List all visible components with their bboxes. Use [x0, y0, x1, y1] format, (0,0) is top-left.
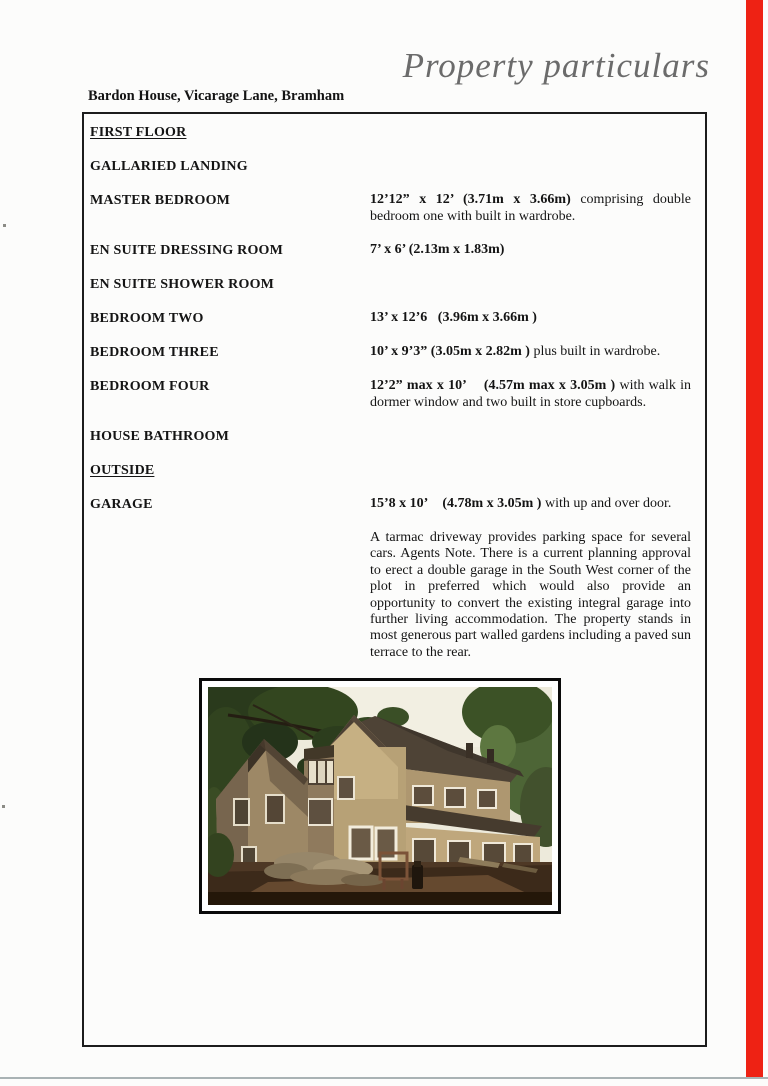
room-row — [90, 496, 691, 513]
room-measurement: 12’2” max x 10’ (4.57m max x 3.05m ) — [370, 378, 616, 393]
property-address: Bardon House, Vicarage Lane, Bramham — [88, 88, 345, 104]
page-bottom-edge — [0, 1077, 768, 1079]
room-measurement: 15’8 x 10’ (4.78m x 3.05m ) — [370, 496, 542, 511]
room-name: HOUSE BATHROOM — [90, 429, 230, 444]
room-name: BEDROOM TWO — [90, 311, 204, 326]
agents-note-row — [90, 530, 691, 661]
house-photo-frame — [199, 678, 561, 914]
room-row — [90, 344, 691, 361]
room-measurement: 12’12” x 12’ (3.71m x 3.66m) — [370, 192, 571, 207]
room-row — [90, 276, 691, 293]
room-row — [90, 310, 691, 327]
particulars-box — [82, 112, 707, 1047]
room-details — [370, 192, 691, 225]
room-row — [90, 428, 691, 445]
room-row — [90, 378, 691, 411]
room-name: EN SUITE DRESSING ROOM — [90, 243, 284, 258]
binder-stripe — [746, 0, 763, 1078]
room-description: comprising double bedroom one with built in wardrobe. — [370, 192, 692, 224]
room-details — [370, 242, 691, 259]
room-measurement: 7’ x 6’ (2.13m x 1.83m) — [370, 242, 505, 257]
agents-note-paragraph: A tarmac driveway provides parking space for several cars. Agents Note. There is a current planning approval to erect a double garage in the South West corner of the plot in preferred which would also provide an opportunity to convert the existing integral garage into further living accommodation. The property stands in most generous part walled gardens including a paved sun terrace to the rear. — [370, 530, 691, 660]
section-heading: FIRST FLOOR — [90, 125, 187, 140]
room-measurement: 13’ x 12’6 (3.96m x 3.66m ) — [370, 310, 537, 325]
house-photo — [208, 687, 552, 905]
room-name: MASTER BEDROOM — [90, 193, 231, 208]
room-name: BEDROOM FOUR — [90, 379, 210, 394]
room-details — [370, 344, 691, 361]
room-details — [370, 310, 691, 327]
room-name: GALLARIED LANDING — [90, 159, 248, 174]
room-name: GARAGE — [90, 497, 153, 512]
room-description: with walk in dormer window and two built in store cupboards. — [370, 378, 692, 410]
room-details — [370, 496, 691, 513]
section-heading-row — [90, 124, 691, 141]
room-details — [370, 378, 691, 411]
room-row — [90, 192, 691, 225]
scan-speck — [3, 224, 6, 227]
page-title: Property particulars — [402, 46, 710, 85]
room-description: plus built in wardrobe. — [533, 344, 661, 359]
section-heading: OUTSIDE — [90, 463, 155, 478]
room-description: with up and over door. — [544, 496, 672, 511]
room-name: EN SUITE SHOWER ROOM — [90, 277, 275, 292]
room-row — [90, 158, 691, 175]
scan-speck — [2, 805, 5, 808]
room-name: BEDROOM THREE — [90, 345, 219, 360]
room-row — [90, 242, 691, 259]
room-measurement: 10’ x 9’3” (3.05m x 2.82m ) — [370, 344, 530, 359]
section-heading-row — [90, 462, 691, 479]
